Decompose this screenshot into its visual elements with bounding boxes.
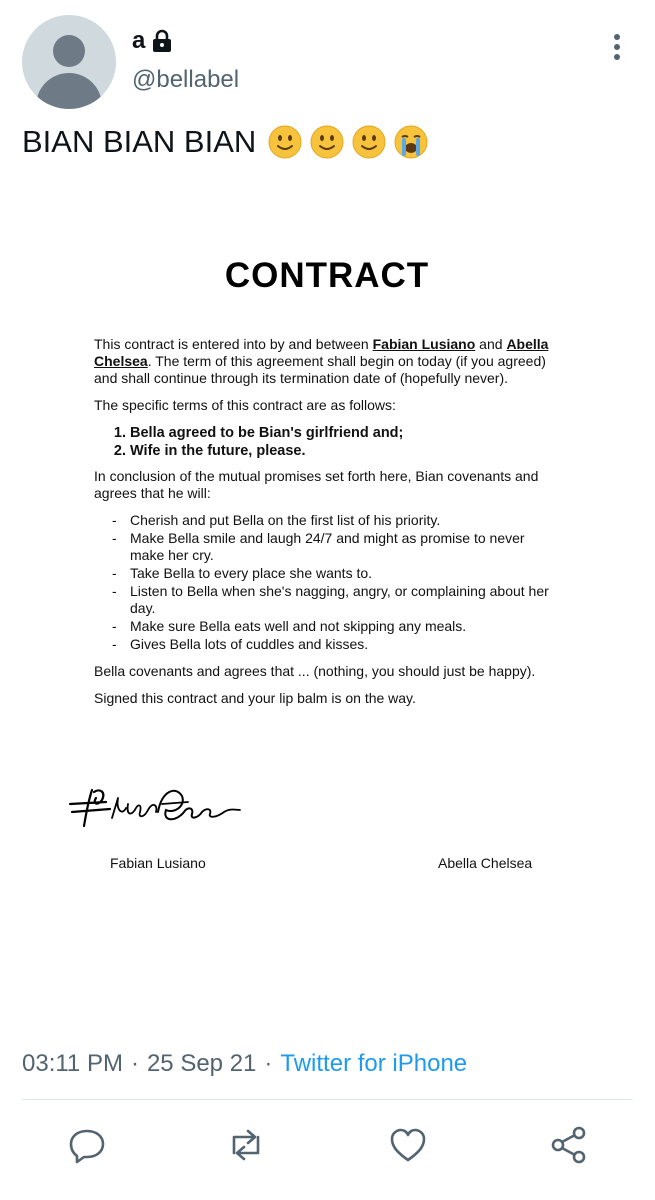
contract-promises-list bbox=[94, 512, 554, 653]
more-options-icon[interactable] bbox=[608, 34, 626, 60]
retweet-icon[interactable] bbox=[226, 1125, 266, 1165]
avatar-shoulders bbox=[36, 73, 102, 109]
tweet-text-content: BIAN BIAN BIAN bbox=[22, 124, 257, 159]
slightly-smiling-face-icon bbox=[268, 125, 302, 159]
contract-promise: - Make sure Bella eats well and not skipping any meals. bbox=[94, 618, 554, 635]
contract-image[interactable] bbox=[22, 190, 632, 1030]
divider bbox=[22, 1099, 633, 1100]
avatar[interactable] bbox=[22, 15, 116, 109]
contract-term: 1. Bella agreed to be Bian's girlfriend and; bbox=[130, 424, 554, 442]
slightly-smiling-face-icon bbox=[310, 125, 344, 159]
avatar-head bbox=[53, 35, 85, 67]
contract-bella-covenant: Bella covenants and agrees that ... (nothing, you should just be happy). bbox=[94, 663, 536, 679]
display-name[interactable]: a bbox=[132, 27, 146, 54]
tweet-source-link[interactable]: Twitter for iPhone bbox=[280, 1050, 468, 1077]
contract-party-2: Abella Chelsea bbox=[94, 336, 549, 369]
contract-promise: - Cherish and put Bella on the first list of his priority. bbox=[94, 512, 554, 529]
contract-promise: - Make Bella smile and laugh 24/7 and might as promise to never make her cry. bbox=[94, 530, 554, 564]
reply-icon[interactable] bbox=[67, 1125, 107, 1165]
loudly-crying-face-icon bbox=[394, 125, 428, 159]
contract-intro-and: and bbox=[475, 336, 507, 352]
contract-promise: - Gives Bella lots of cuddles and kisses. bbox=[94, 636, 554, 653]
tweet-meta bbox=[22, 1050, 467, 1078]
contract-promise: - Take Bella to every place she wants to. bbox=[94, 565, 554, 582]
handle[interactable]: @bellabel bbox=[132, 66, 240, 93]
display-name-row[interactable] bbox=[132, 27, 173, 55]
contract-conclusion: In conclusion of the mutual promises set forth here, Bian covenants and agrees that he will: bbox=[94, 468, 539, 501]
meta-separator: · bbox=[264, 1050, 273, 1077]
contract-terms-list bbox=[94, 424, 554, 460]
contract-term: 2. Wife in the future, please. bbox=[130, 442, 554, 460]
lock-icon bbox=[151, 29, 173, 53]
share-icon[interactable] bbox=[549, 1125, 589, 1165]
tweet-time: 03:11 PM bbox=[22, 1050, 123, 1077]
meta-separator: · bbox=[130, 1050, 139, 1077]
contract-intro-suffix: . The term of this agreement shall begin on today (if you agreed) and shall continue through its termination date of (hopefully never). bbox=[94, 353, 546, 386]
handwritten-signature bbox=[66, 782, 246, 832]
contract-terms-intro: The specific terms of this contract are as follows: bbox=[94, 397, 396, 413]
signature-name-1: Fabian Lusiano bbox=[110, 855, 206, 871]
contract-intro-prefix: This contract is entered into by and between bbox=[94, 336, 373, 352]
like-icon[interactable] bbox=[388, 1125, 428, 1165]
tweet-text bbox=[22, 124, 428, 160]
signature-name-2: Abella Chelsea bbox=[438, 855, 533, 871]
tweet-date: 25 Sep 21 bbox=[146, 1050, 257, 1077]
contract-body bbox=[94, 336, 554, 717]
contract-title: CONTRACT bbox=[224, 256, 430, 295]
slightly-smiling-face-icon bbox=[352, 125, 386, 159]
contract-closing: Signed this contract and your lip balm is on the way. bbox=[94, 690, 416, 706]
contract-party-1: Fabian Lusiano bbox=[372, 336, 476, 352]
contract-intro bbox=[94, 336, 554, 387]
contract-promise: - Listen to Bella when she's nagging, angry, or complaining about her day. bbox=[94, 583, 554, 617]
